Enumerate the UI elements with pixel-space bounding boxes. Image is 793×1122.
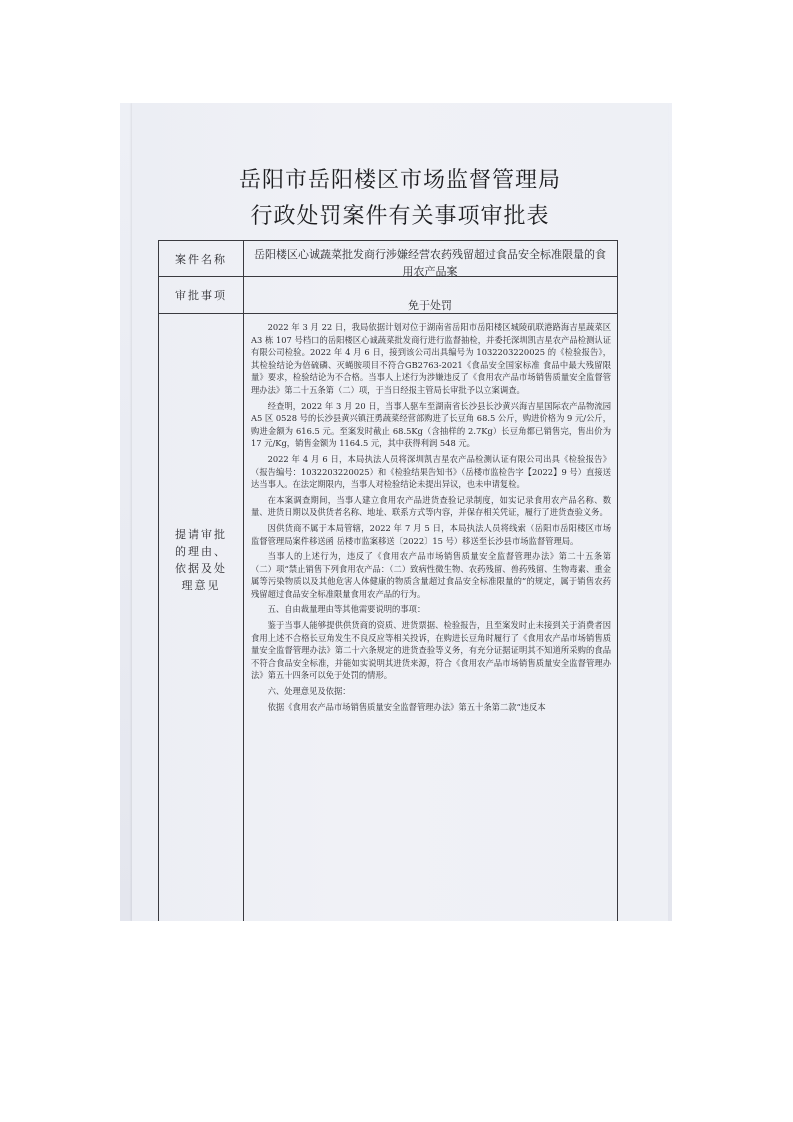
case-name-label: 案件名称 xyxy=(175,253,227,266)
approval-item-label: 审批事项 xyxy=(175,289,227,302)
case-name-value: 岳阳楼区心诚蔬菜批发商行涉嫌经营农药残留超过食品安全标准限量的食用农产品案 xyxy=(254,248,606,278)
reason-paragraph: 经查明，2022 年 3 月 20 日，当事人驱车至湖南省长沙县长沙黄兴海吉星国际农产品物流园 A5 区 0528 号的长沙县黄兴镇汪勇蔬菜经营部购进了长豆角 68.5 公斤，购进价格为 9 元/公斤，购进金额为 616.5 元。至案发时截止 68.5Kg（含抽样的 2.7Kg）长豆角都已销售完，售出价为 17 元/Kg，销售金额为 1164.5 元，其中获得利润 548 元。 xyxy=(251,400,611,449)
document-title-line-1: 岳阳市岳阳楼区市场监督管理局 xyxy=(238,168,561,193)
reason-label: 提请审批的理由、依据及处理意见 xyxy=(175,528,227,592)
reason-paragraph: 依据《食用农产品市场销售质量安全监督管理办法》第五十条第二款“违反本 xyxy=(267,701,546,712)
reason-body xyxy=(251,321,611,921)
document-page xyxy=(132,103,668,921)
document-photo xyxy=(120,103,672,921)
reason-paragraph: 当事人的上述行为，违反了《食用农产品市场销售质量安全监督管理办法》第二十五条第（二）项“禁止销售下列食用农产品：（二）致病性微生物、农药残留、兽药残留、生物毒素、重金属等污染物质以及其他危害人体健康的物质含量超过食品安全标准限量的”的规定，属于销售农药残留超过食品安全标准限量食用农产品的行为。 xyxy=(251,551,611,599)
table-column-divider xyxy=(243,241,244,921)
approval-table xyxy=(158,240,618,921)
reason-paragraph: 在本案调查期间，当事人建立食用农产品进货查验记录制度，如实记录食用农产品名称、数量、进货日期以及供货者名称、地址、联系方式等内容，并保存相关凭证，履行了进货查验义务。 xyxy=(251,494,611,518)
reason-section-heading: 六、处理意见及依据： xyxy=(267,686,351,697)
reason-paragraph: 2022 年 4 月 6 日，本局执法人员将深圳凯吉星农产品检测认证有限公司出具《检验报告》（报告编号：1032203220025）和《检验结果告知书》（岳楼市监检告字【2022】9 号）直接送达当事人。在法定期限内，当事人对检验结论未提出异议，也未申请复检。 xyxy=(251,453,611,490)
reason-paragraph: 鉴于当事人能够提供供货商的资质、进货票据、检验报告，且至案发时止未接到关于消费者因食用上述不合格长豆角发生不良反应等相关投诉，在购进长豆角时履行了《食用农产品市场销售质量安全监督管理办法》第二十六条规定的进货查验等义务，有充分证据证明其不知道所采购的食品不符合食品安全标准，并能如实说明其进货来源，符合《食用农产品市场销售质量安全监督管理办法》第五十四条可以免于处罚的情形。 xyxy=(251,620,611,681)
table-row-divider xyxy=(159,313,617,314)
reason-paragraph: 因供货商不属于本局管辖，2022 年 7 月 5 日，本局执法人员将线索（岳阳市岳阳楼区市场监督管理局案件移送函 岳楼市监案移送〔2022〕15 号）移送至长沙县市场监督管理局。 xyxy=(251,522,611,546)
document-title-line-2: 行政处罚案件有关事项审批表 xyxy=(250,204,550,229)
reason-paragraph: 2022 年 3 月 22 日，我局依据计划对位于湖南省岳阳市岳阳楼区城陵矶联港路海吉星蔬菜区 A3 栋 107 号档口的岳阳楼区心诚蔬菜批发商行进行监督抽检，并委托深圳凯吉星农产品检测认证有限公司检验。2022 年 4 月 6 日，接到该公司出具编号为 1032203220025 的《检验报告》，其检验结论为倍硫磷、灭蝇胺项目不符合GB2763-2021《食品安全国家标准 食品中最大残留限量》要求，检验结论为不合格。当事人上述行为涉嫌违反了《食用农产品市场销售质量安全监督管理办法》第二十五条第（二）项，于当日经报主管局长审批予以立案调查。 xyxy=(251,322,611,395)
approval-item-value: 免于处罚 xyxy=(408,299,452,312)
reason-section-heading: 五、自由裁量理由等其他需要说明的事项： xyxy=(267,604,426,615)
